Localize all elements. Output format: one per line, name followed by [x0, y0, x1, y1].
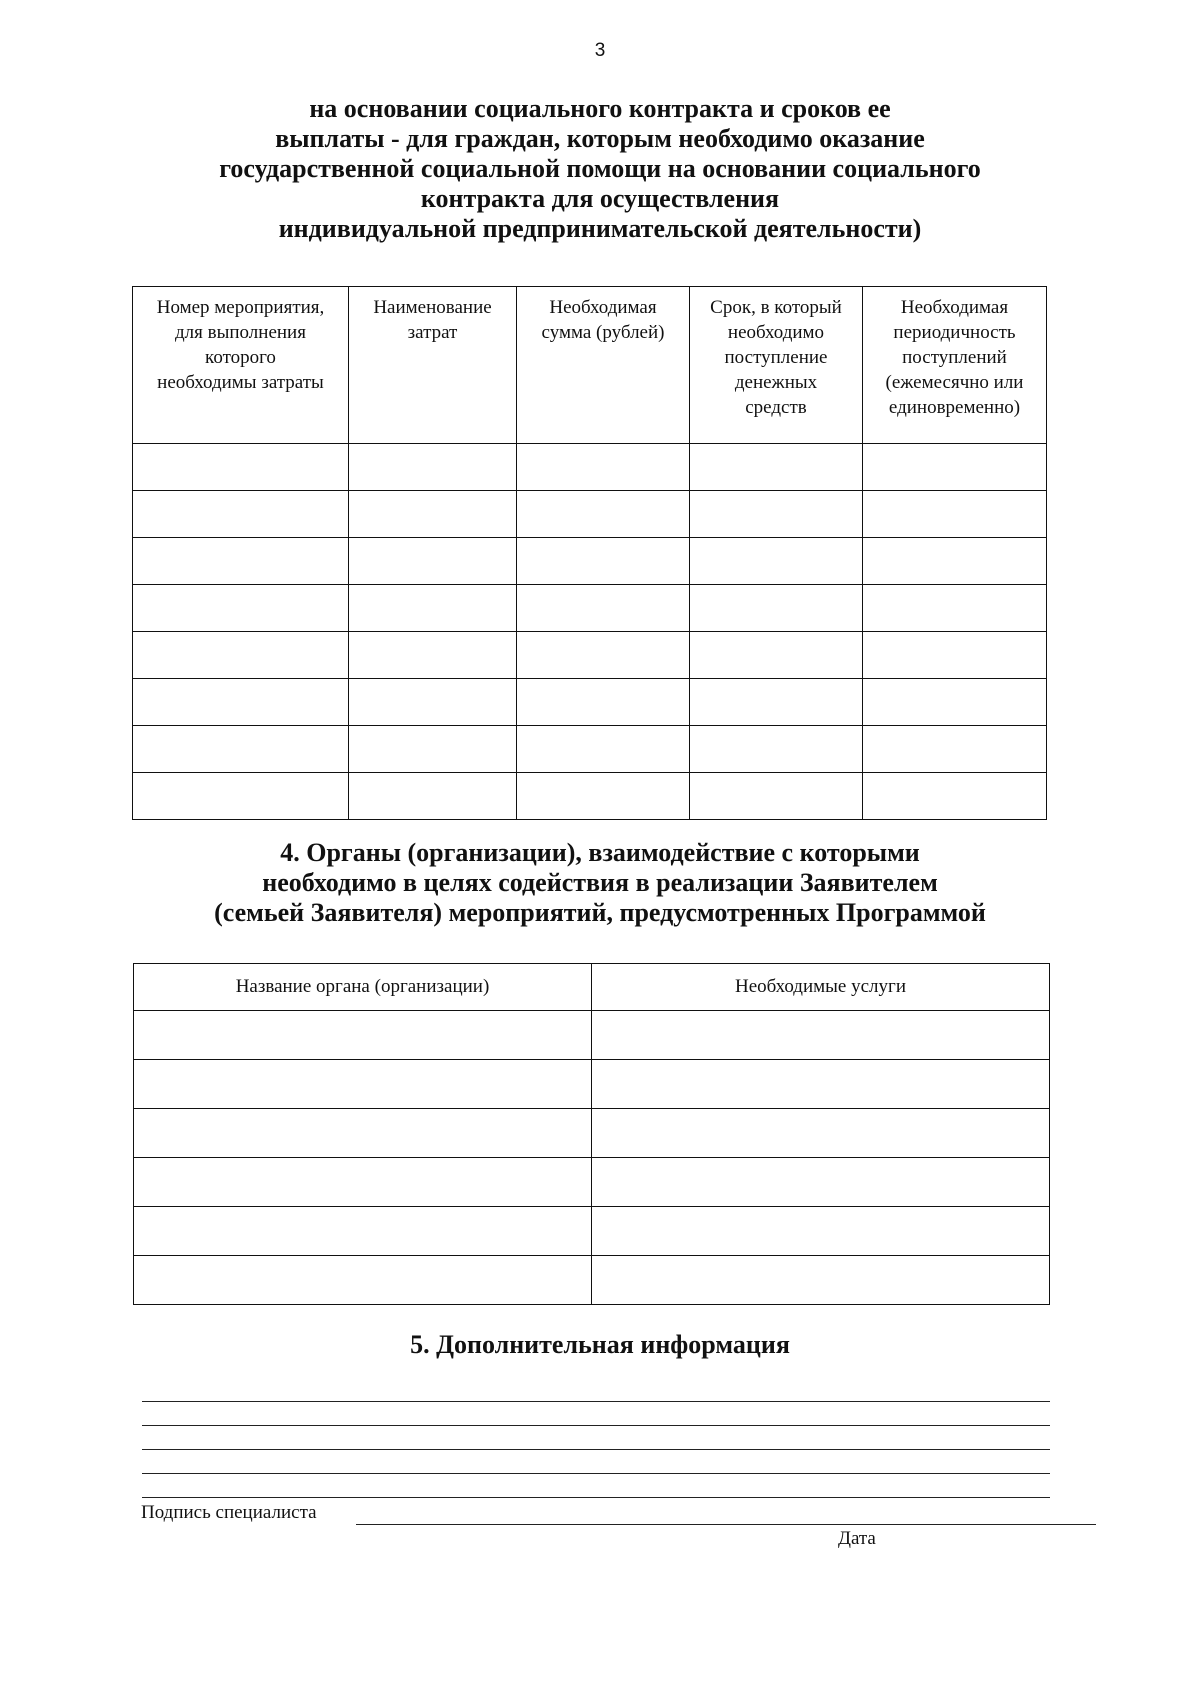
- table-row: [133, 491, 1047, 538]
- table-cell[interactable]: [134, 1011, 592, 1060]
- table-row: [133, 444, 1047, 491]
- table-header-row: [134, 964, 1050, 1011]
- table-cell[interactable]: [133, 773, 349, 820]
- header-line: необходимы затраты: [157, 372, 324, 393]
- table-cell[interactable]: [349, 491, 517, 538]
- top-heading-line: на основании социального контракта и сроков ее: [309, 94, 891, 123]
- table-cell[interactable]: [349, 538, 517, 585]
- table-row: [133, 726, 1047, 773]
- header-line: поступлений: [902, 347, 1007, 368]
- top-heading-line: индивидуальной предпринимательской деятельности): [278, 214, 922, 243]
- table-row: [134, 1207, 1050, 1256]
- header-line: Срок, в который: [710, 297, 842, 318]
- table-cell[interactable]: [133, 538, 349, 585]
- column-header-organization: Название органа (организации): [134, 964, 592, 1011]
- table-row: [133, 632, 1047, 679]
- section-4-heading-line: (семьей Заявителя) мероприятий, предусмотренных Программой: [214, 898, 986, 927]
- table-cell[interactable]: [134, 1207, 592, 1256]
- table-cell[interactable]: [349, 726, 517, 773]
- table-cell[interactable]: [592, 1109, 1050, 1158]
- section-4-heading: [140, 838, 1060, 928]
- table-cell[interactable]: [592, 1207, 1050, 1256]
- table-cell[interactable]: [134, 1158, 592, 1207]
- table-row: [133, 773, 1047, 820]
- table-row: [134, 1060, 1050, 1109]
- header-line: денежных: [734, 372, 818, 393]
- table-cell[interactable]: [690, 632, 863, 679]
- header-line: необходимо: [727, 322, 825, 343]
- top-heading-line: контракта для осуществления: [420, 184, 780, 213]
- table-cell[interactable]: [863, 491, 1047, 538]
- header-line: Номер мероприятия,: [156, 297, 325, 318]
- table-cell[interactable]: [133, 444, 349, 491]
- header-line: (ежемесячно или: [885, 372, 1024, 393]
- section-4-heading-line: необходимо в целях содействия в реализации Заявителем: [262, 868, 938, 897]
- additional-info-line[interactable]: [142, 1474, 1050, 1498]
- section-4-heading-line: 4. Органы (организации), взаимодействие с которыми: [280, 838, 920, 867]
- column-header-deadline: [690, 287, 863, 444]
- table-row: [133, 585, 1047, 632]
- header-line: единовременно): [888, 397, 1021, 418]
- additional-info-line[interactable]: [142, 1426, 1050, 1450]
- table-cell[interactable]: [592, 1158, 1050, 1207]
- table-cell[interactable]: [592, 1256, 1050, 1305]
- header-line: периодичность: [893, 322, 1016, 343]
- table-cell[interactable]: [133, 726, 349, 773]
- signature-label: Подпись специалиста: [141, 1502, 317, 1523]
- table-cell[interactable]: [517, 491, 690, 538]
- table-cell[interactable]: [349, 585, 517, 632]
- column-header-services: Необходимые услуги: [592, 964, 1050, 1011]
- table-row: [134, 1158, 1050, 1207]
- table-cell[interactable]: [690, 726, 863, 773]
- table-cell[interactable]: [863, 632, 1047, 679]
- table-row: [133, 679, 1047, 726]
- table-cell[interactable]: [133, 585, 349, 632]
- table-cell[interactable]: [690, 773, 863, 820]
- table-row: [133, 538, 1047, 585]
- table-cell[interactable]: [133, 679, 349, 726]
- additional-info-line[interactable]: [142, 1378, 1050, 1402]
- table-cell[interactable]: [134, 1256, 592, 1305]
- table-cell[interactable]: [690, 538, 863, 585]
- column-header-amount: [517, 287, 690, 444]
- table-cell[interactable]: [690, 491, 863, 538]
- column-header-periodicity: [863, 287, 1047, 444]
- signature-line[interactable]: [356, 1524, 1096, 1525]
- table-header-row: [133, 287, 1047, 444]
- table-cell[interactable]: [863, 773, 1047, 820]
- header-line: для выполнения: [175, 322, 306, 343]
- top-heading: [140, 94, 1060, 244]
- table-cell[interactable]: [349, 632, 517, 679]
- table-cell[interactable]: [863, 444, 1047, 491]
- header-line: затрат: [407, 322, 458, 343]
- table-cell[interactable]: [517, 538, 690, 585]
- expenses-table: [132, 286, 1047, 820]
- table-cell[interactable]: [690, 444, 863, 491]
- table-cell[interactable]: [863, 679, 1047, 726]
- header-line: сумма (рублей): [541, 322, 665, 343]
- table-cell[interactable]: [863, 726, 1047, 773]
- table-cell[interactable]: [690, 585, 863, 632]
- additional-info-lines: [142, 1378, 1050, 1498]
- additional-info-line[interactable]: [142, 1450, 1050, 1474]
- table-row: [134, 1256, 1050, 1305]
- section-5-heading: 5. Дополнительная информация: [410, 1330, 790, 1359]
- table-cell[interactable]: [863, 538, 1047, 585]
- table-cell[interactable]: [517, 632, 690, 679]
- column-header-expense-name: [349, 287, 517, 444]
- header-line: Необходимая: [549, 297, 657, 318]
- page-number: 3: [594, 40, 606, 61]
- table-cell[interactable]: [592, 1060, 1050, 1109]
- table-cell[interactable]: [134, 1109, 592, 1158]
- top-heading-line: выплаты - для граждан, которым необходимо оказание: [275, 124, 925, 153]
- date-label: Дата: [838, 1528, 876, 1549]
- table-cell[interactable]: [517, 726, 690, 773]
- table-cell[interactable]: [517, 679, 690, 726]
- table-cell[interactable]: [690, 679, 863, 726]
- table-cell[interactable]: [517, 444, 690, 491]
- organizations-table: [133, 963, 1050, 1305]
- column-header-event-number: [133, 287, 349, 444]
- table-cell[interactable]: [517, 585, 690, 632]
- table-row: [134, 1109, 1050, 1158]
- header-line: поступление: [724, 347, 828, 368]
- table-cell[interactable]: [592, 1011, 1050, 1060]
- header-line: Необходимая: [900, 297, 1009, 318]
- table-cell[interactable]: [133, 632, 349, 679]
- table-cell[interactable]: [349, 679, 517, 726]
- table-cell[interactable]: [517, 773, 690, 820]
- header-line: средств: [745, 397, 807, 418]
- header-line: которого: [205, 347, 276, 368]
- table-cell[interactable]: [349, 773, 517, 820]
- additional-info-line[interactable]: [142, 1402, 1050, 1426]
- top-heading-line: государственной социальной помощи на основании социального: [219, 154, 981, 183]
- table-row: [134, 1011, 1050, 1060]
- table-cell[interactable]: [863, 585, 1047, 632]
- table-cell[interactable]: [349, 444, 517, 491]
- header-line: Наименование: [373, 297, 492, 318]
- table-cell[interactable]: [134, 1060, 592, 1109]
- table-cell[interactable]: [133, 491, 349, 538]
